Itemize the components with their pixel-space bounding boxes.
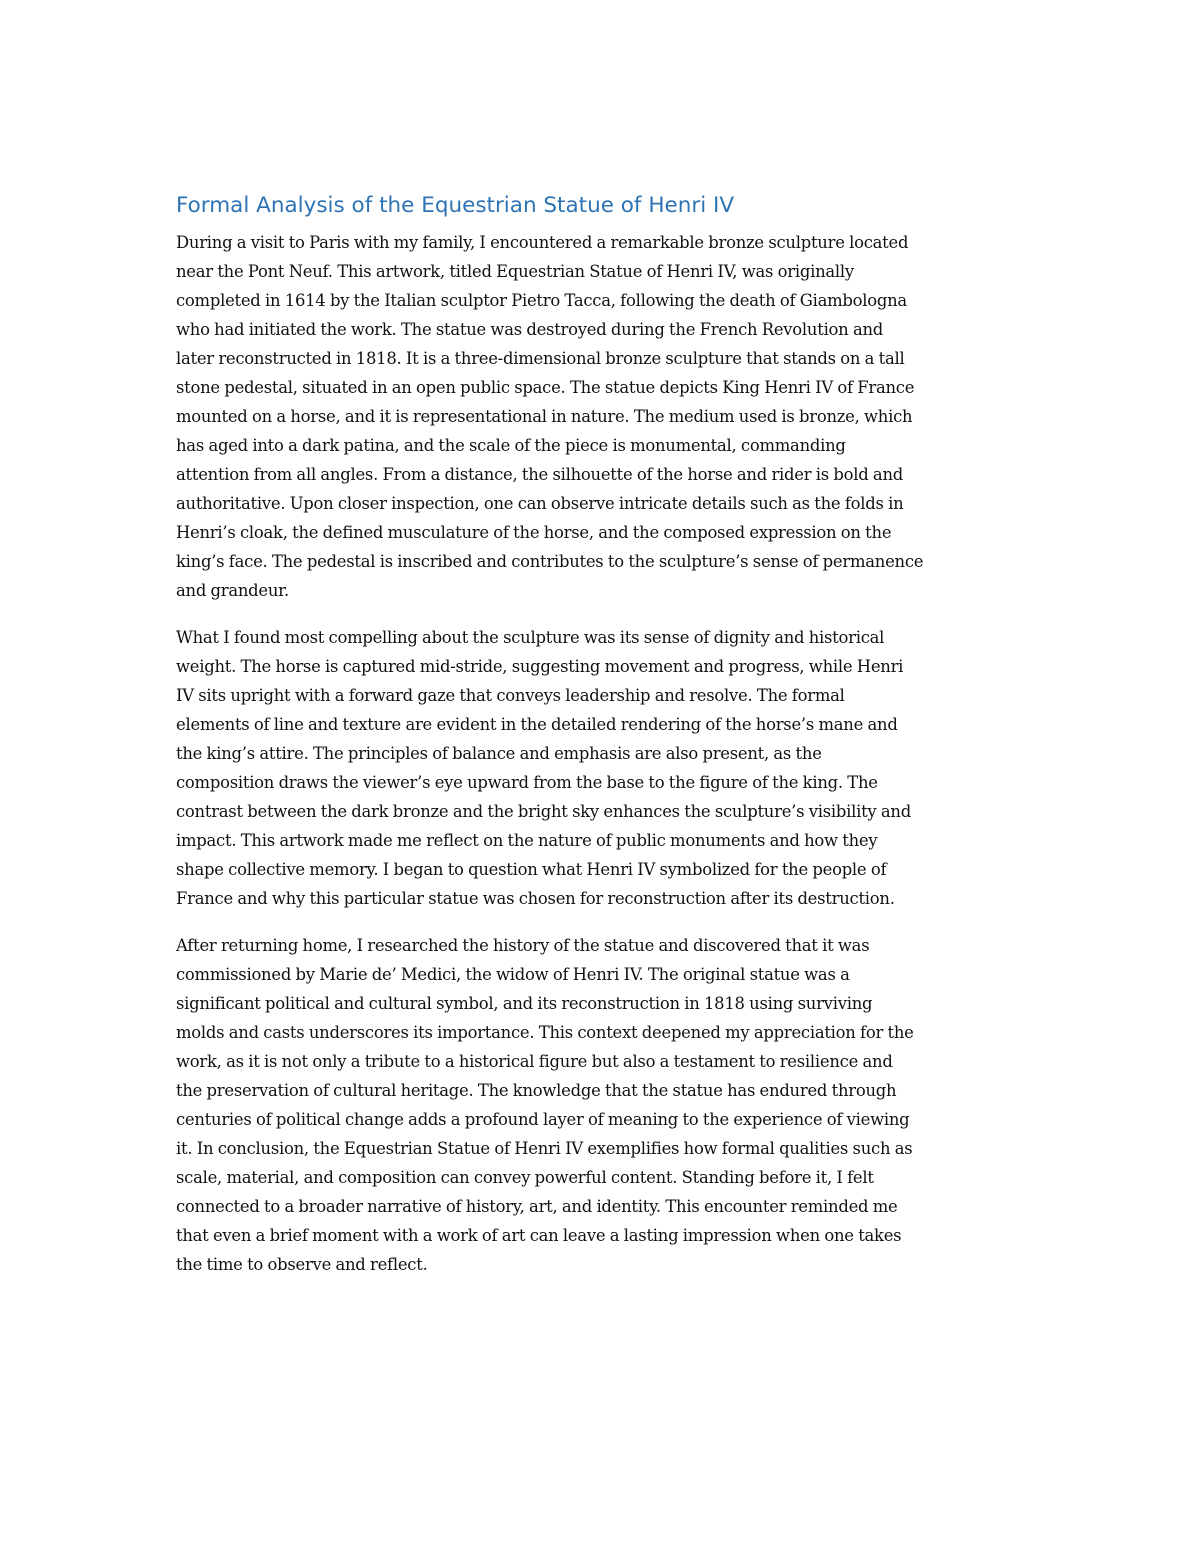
text-line: the time to observe and reflect. bbox=[176, 1255, 428, 1274]
text-line: stone pedestal, situated in an open public space. The statue depicts King Henri IV of France bbox=[176, 378, 915, 397]
text-line: scale, material, and composition can convey powerful content. Standing before it, I felt bbox=[176, 1168, 874, 1187]
text-line: What I found most compelling about the sculpture was its sense of dignity and historical bbox=[176, 628, 885, 647]
text-line: that even a brief moment with a work of art can leave a lasting impression when one takes bbox=[176, 1226, 902, 1245]
text-line: molds and casts underscores its importance. This context deepened my appreciation for the bbox=[176, 1023, 914, 1042]
text-line: connected to a broader narrative of history, art, and identity. This encounter reminded me bbox=[176, 1197, 898, 1216]
text-line: the king’s attire. The principles of balance and emphasis are also present, as the bbox=[176, 744, 822, 763]
text-line: composition draws the viewer’s eye upward from the base to the figure of the king. The bbox=[176, 773, 878, 792]
text-line: weight. The horse is captured mid-stride, suggesting movement and progress, while Henri bbox=[176, 657, 904, 676]
text-line: authoritative. Upon closer inspection, one can observe intricate details such as the folds in bbox=[176, 494, 904, 513]
text-line: it. In conclusion, the Equestrian Statue of Henri IV exemplifies how formal qualities such as bbox=[176, 1139, 913, 1158]
text-line: attention from all angles. From a distance, the silhouette of the horse and rider is bold and bbox=[176, 465, 903, 484]
text-line: During a visit to Paris with my family, I encountered a remarkable bronze sculpture located bbox=[176, 233, 909, 252]
body-paragraph-1 bbox=[176, 228, 1026, 605]
text-line: completed in 1614 by the Italian sculptor Pietro Tacca, following the death of Giambologna bbox=[176, 291, 907, 310]
text-line: later reconstructed in 1818. It is a three-dimensional bronze sculpture that stands on a tall bbox=[176, 349, 905, 368]
text-line: mounted on a horse, and it is representational in nature. The medium used is bronze, which bbox=[176, 407, 913, 426]
text-line: the preservation of cultural heritage. The knowledge that the statue has endured through bbox=[176, 1081, 897, 1100]
text-line: IV sits upright with a forward gaze that conveys leadership and resolve. The formal bbox=[176, 686, 845, 705]
text-line: elements of line and texture are evident in the detailed rendering of the horse’s mane and bbox=[176, 715, 898, 734]
text-line: commissioned by Marie de’ Medici, the widow of Henri IV. The original statue was a bbox=[176, 965, 850, 984]
text-line: work, as it is not only a tribute to a historical figure but also a testament to resilience and bbox=[176, 1052, 893, 1071]
paragraph-container bbox=[176, 228, 1026, 1279]
body-paragraph-3 bbox=[176, 931, 1026, 1279]
text-line: has aged into a dark patina, and the scale of the piece is monumental, commanding bbox=[176, 436, 846, 455]
text-line: Henri’s cloak, the defined musculature of the horse, and the composed expression on the bbox=[176, 523, 892, 542]
text-line: centuries of political change adds a profound layer of meaning to the experience of viewing bbox=[176, 1110, 910, 1129]
text-line: king’s face. The pedestal is inscribed and contributes to the sculpture’s sense of permanence bbox=[176, 552, 924, 571]
text-line: impact. This artwork made me reflect on the nature of public monuments and how they bbox=[176, 831, 878, 850]
text-line: After returning home, I researched the history of the statue and discovered that it was bbox=[176, 936, 870, 955]
text-line: significant political and cultural symbol, and its reconstruction in 1818 using surviving bbox=[176, 994, 873, 1013]
text-line: contrast between the dark bronze and the bright sky enhances the sculpture’s visibility and bbox=[176, 802, 911, 821]
document-title: Formal Analysis of the Equestrian Statue of Henri IV bbox=[176, 193, 735, 218]
text-line: near the Pont Neuf. This artwork, titled Equestrian Statue of Henri IV, was originally bbox=[176, 262, 854, 281]
text-line: and grandeur. bbox=[176, 581, 289, 600]
text-line: shape collective memory. I began to question what Henri IV symbolized for the people of bbox=[176, 860, 887, 879]
body-paragraph-2 bbox=[176, 623, 1026, 913]
text-line: France and why this particular statue was chosen for reconstruction after its destruction. bbox=[176, 889, 895, 908]
document-body bbox=[176, 188, 1026, 1297]
text-line: who had initiated the work. The statue was destroyed during the French Revolution and bbox=[176, 320, 884, 339]
